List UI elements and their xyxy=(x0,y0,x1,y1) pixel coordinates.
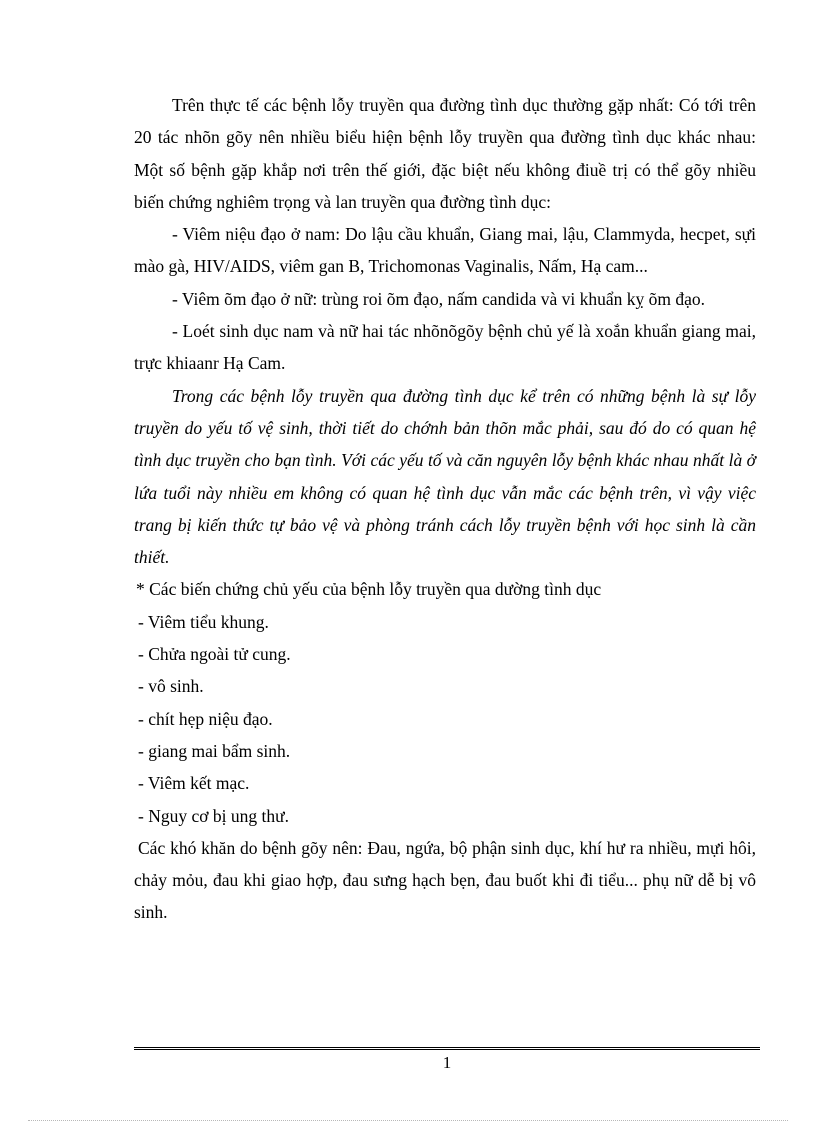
footer-divider xyxy=(134,1047,760,1050)
complication-item: - Chửa ngoài tử cung. xyxy=(138,644,291,665)
genital-ulcer-paragraph: - Loét sinh dục nam và nữ hai tác nhõnõgõy bệnh chủ yế là xoắn khuẩn giang mai, trực khiaanr Hạ Cam. xyxy=(134,321,756,374)
page-number: 1 xyxy=(442,1053,452,1072)
complication-item: - vô sinh. xyxy=(138,676,204,697)
female-vaginitis-paragraph: - Viêm õm đạo ở nữ: trùng roi õm đạo, nấm candida và vi khuẩn kỵ õm đạo. xyxy=(172,288,706,309)
male-urethritis-paragraph: - Viêm niệu đạo ở nam: Do lậu cầu khuẩn, Giang mai, lậu, Clammyda, hecpet, sựi mào gà, HIV/AIDS, viêm gan B, Trichomonas Vaginalis, Nấm, Hạ cam... xyxy=(134,224,756,277)
page-bottom-dotted-line xyxy=(28,1120,788,1121)
closing-paragraph: Các khó khăn do bệnh gõy nên: Đau, ngứa, bộ phận sinh dục, khí hư ra nhiều, mựi hôi, chảy mỏu, đau khi giao hợp, đau sưng hạch bẹn, đau buốt khi đi tiểu... phụ nữ dễ bị vô sinh. xyxy=(134,837,756,923)
complication-item: - Nguy cơ bị ung thư. xyxy=(138,805,289,826)
complication-item: - Viêm kết mạc. xyxy=(138,773,250,794)
complication-item: - giang mai bẩm sinh. xyxy=(138,740,291,761)
intro-paragraph: Trên thực tế các bệnh lỗy truyền qua đường tình dục thường gặp nhất: Có tới trên 20 tác nhõn gõy nên nhiều biểu hiện bệnh lỗy truyền qua đường tình dục khác nhau: Một số bệnh gặp khắp nơi trên thế giới, đặc biệt nếu không điuề trị có thể gõy nhiều biến chứng nghiêm trọng và lan truyền qua đường tình dục: xyxy=(134,95,756,212)
complications-heading: * Các biến chứng chủ yếu của bệnh lỗy truyền qua dường tình dục xyxy=(136,579,602,600)
italic-paragraph: Trong các bệnh lỗy truyền qua đường tình dục kể trên có những bệnh là sự lỗy truyền do yếu tố vệ sinh, thời tiết do chớnh bản thõn mắc phải, sau đó do có quan hệ tình dục truyền cho bạn tình. Với các yếu tố và căn nguyên lỗy bệnh khác nhau nhất là ở lứa tuổi này nhiều em không có quan hệ tình dục vẫn mắc các bệnh trên, vì vậy việc trang bị kiến thức tự bảo vệ và phòng tránh cách lỗy truyền bệnh với học sinh là cần thiết. xyxy=(134,385,756,568)
complication-item: - chít hẹp niệu đạo. xyxy=(138,708,273,729)
document-body xyxy=(134,89,756,929)
complication-item: - Viêm tiểu khung. xyxy=(138,611,269,632)
